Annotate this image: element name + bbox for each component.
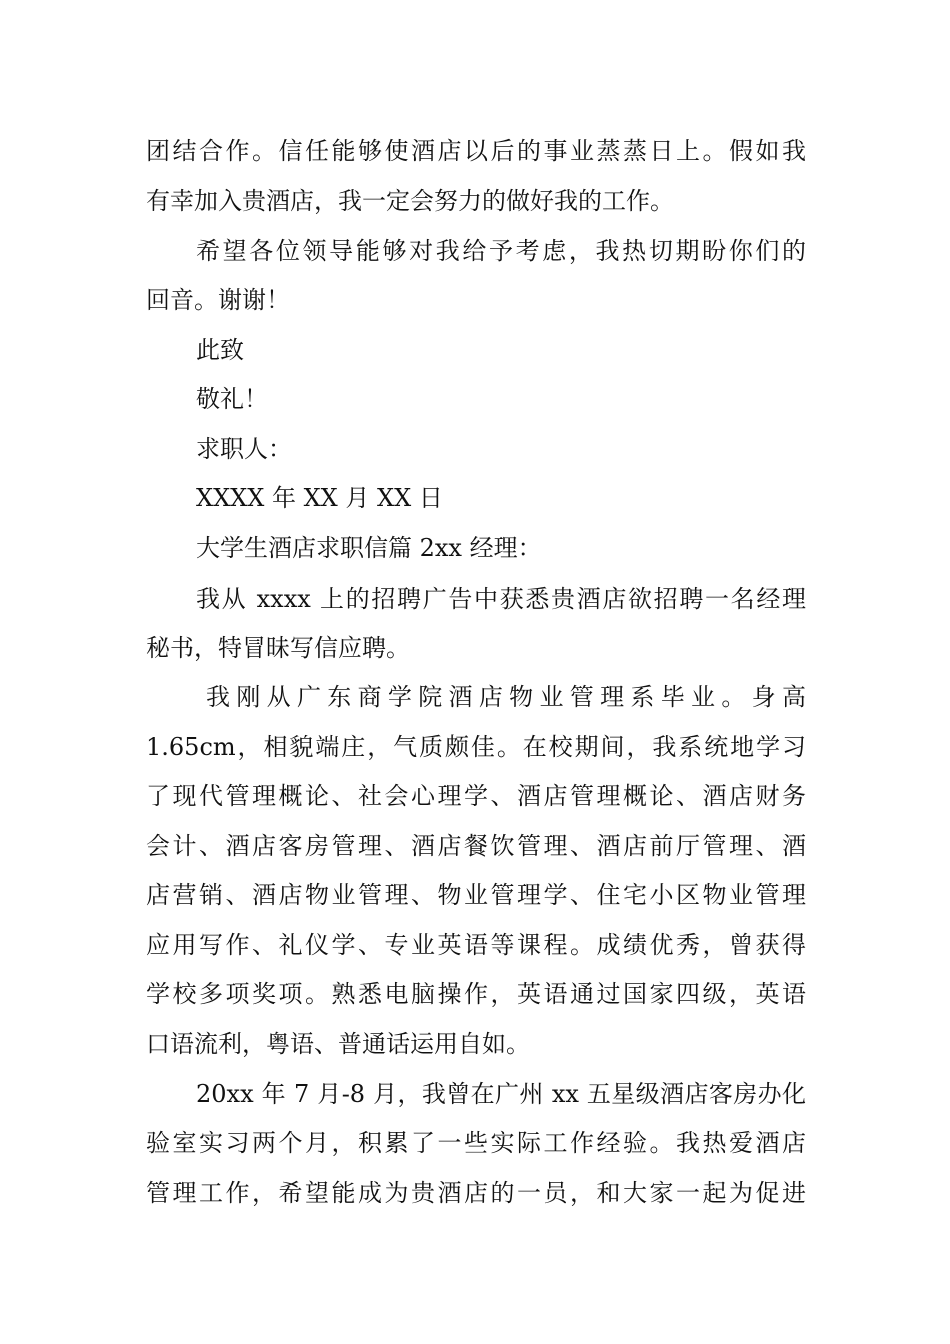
text-line: 20xx 年 7 月-8 月，我曾在广州 xx 五星级酒店客房办化 [196,1080,806,1108]
text-line: 管理工作，希望能成为贵酒店的一员，和大家一起为促进 [146,1179,806,1207]
text-line: 验室实习两个月，积累了一些实际工作经验。我热爱酒店 [146,1129,806,1157]
date-line: XXXX 年 XX 月 XX 日 [196,484,443,512]
text-line: 团结合作。信任能够使酒店以后的事业蒸蒸日上。假如我 [146,137,806,165]
text-line: 回音。谢谢！ [146,286,290,314]
text-line: 求职人： [196,435,292,463]
text-line: 应用写作、礼仪学、专业英语等课程。成绩优秀，曾获得 [146,931,806,959]
section-heading: 大学生酒店求职信篇 2xx 经理： [196,534,542,562]
text-line: 学校多项奖项。熟悉电脑操作，英语通过国家四级，英语 [146,980,806,1008]
text-line: 1.65cm，相貌端庄，气质颇佳。在校期间，我系统地学习 [146,733,806,761]
text-line: 此致 [196,336,244,364]
text-line: 敬礼！ [196,385,268,413]
text-line: 秘书，特冒昧写信应聘。 [146,634,410,662]
text-line: 了现代管理概论、社会心理学、酒店管理概论、酒店财务 [146,782,806,810]
text-line: 口语流利，粤语、普通话运用自如。 [146,1030,530,1058]
text-line: 店营销、酒店物业管理、物业管理学、住宅小区物业管理 [146,881,806,909]
text-line: 我刚从广东商学院酒店物业管理系毕业。身高 [206,683,806,711]
text-line: 希望各位领导能够对我给予考虑，我热切期盼你们的 [196,237,806,265]
text-line: 我从 xxxx 上的招聘广告中获悉贵酒店欲招聘一名经理 [196,585,806,613]
text-line: 会计、酒店客房管理、酒店餐饮管理、酒店前厅管理、酒 [146,832,806,860]
text-line: 有幸加入贵酒店，我一定会努力的做好我的工作。 [146,187,674,215]
